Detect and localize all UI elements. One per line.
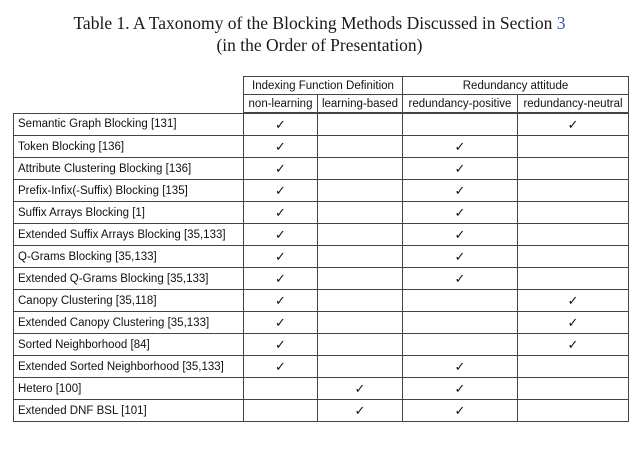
table-row bbox=[14, 312, 629, 334]
empty-cell-learning-based bbox=[318, 356, 403, 378]
empty-cell-redundancy-positive bbox=[403, 312, 518, 334]
method-name-cell: Sorted Neighborhood [84] bbox=[14, 334, 244, 356]
empty-cell-learning-based bbox=[318, 158, 403, 180]
column-header-redundancy-neutral: redundancy-neutral bbox=[518, 95, 629, 114]
checkmark-icon-redundancy-positive: ✓ bbox=[403, 378, 518, 400]
empty-cell-redundancy-neutral bbox=[518, 356, 629, 378]
checkmark-icon-redundancy-positive: ✓ bbox=[403, 136, 518, 158]
corner-cell bbox=[14, 77, 244, 114]
checkmark-icon-non-learning: ✓ bbox=[244, 158, 318, 180]
checkmark-icon-non-learning: ✓ bbox=[244, 356, 318, 378]
empty-cell-redundancy-neutral bbox=[518, 400, 629, 422]
empty-cell-redundancy-positive bbox=[403, 113, 518, 136]
checkmark-icon-redundancy-positive: ✓ bbox=[403, 400, 518, 422]
checkmark-icon-non-learning: ✓ bbox=[244, 113, 318, 136]
caption-title: Table 1. A Taxonomy of the Blocking Methods Discussed in Section bbox=[73, 13, 557, 33]
method-name-cell: Hetero [100] bbox=[14, 378, 244, 400]
empty-cell-redundancy-neutral bbox=[518, 246, 629, 268]
checkmark-icon-non-learning: ✓ bbox=[244, 202, 318, 224]
group-header-row bbox=[14, 77, 629, 95]
empty-cell-redundancy-neutral bbox=[518, 158, 629, 180]
method-name-cell: Canopy Clustering [35,118] bbox=[14, 290, 244, 312]
method-name-cell: Suffix Arrays Blocking [1] bbox=[14, 202, 244, 224]
table-row bbox=[14, 180, 629, 202]
table-row bbox=[14, 246, 629, 268]
checkmark-icon-non-learning: ✓ bbox=[244, 136, 318, 158]
table-row bbox=[14, 268, 629, 290]
empty-cell-learning-based bbox=[318, 113, 403, 136]
caption-line-1 bbox=[0, 12, 639, 34]
checkmark-icon-learning-based: ✓ bbox=[318, 378, 403, 400]
empty-cell-redundancy-neutral bbox=[518, 224, 629, 246]
checkmark-icon-non-learning: ✓ bbox=[244, 334, 318, 356]
section-reference-link[interactable]: 3 bbox=[556, 13, 566, 33]
method-name-cell: Extended DNF BSL [101] bbox=[14, 400, 244, 422]
table-row bbox=[14, 334, 629, 356]
empty-cell-learning-based bbox=[318, 290, 403, 312]
table-row bbox=[14, 356, 629, 378]
column-header-redundancy-positive: redundancy-positive bbox=[403, 95, 518, 114]
checkmark-icon-learning-based: ✓ bbox=[318, 400, 403, 422]
group-header-indexing: Indexing Function Definition bbox=[244, 77, 403, 95]
empty-cell-redundancy-positive bbox=[403, 334, 518, 356]
group-header-redundancy: Redundancy attitude bbox=[403, 77, 629, 95]
checkmark-icon-redundancy-positive: ✓ bbox=[403, 224, 518, 246]
checkmark-icon-redundancy-neutral: ✓ bbox=[518, 113, 629, 136]
table-body bbox=[14, 113, 629, 422]
empty-cell-redundancy-neutral bbox=[518, 180, 629, 202]
empty-cell-learning-based bbox=[318, 268, 403, 290]
empty-cell-redundancy-positive bbox=[403, 290, 518, 312]
empty-cell-learning-based bbox=[318, 312, 403, 334]
table-row bbox=[14, 290, 629, 312]
table-row bbox=[14, 378, 629, 400]
empty-cell-redundancy-neutral bbox=[518, 378, 629, 400]
checkmark-icon-redundancy-positive: ✓ bbox=[403, 180, 518, 202]
method-name-cell: Extended Sorted Neighborhood [35,133] bbox=[14, 356, 244, 378]
table-row bbox=[14, 158, 629, 180]
checkmark-icon-redundancy-neutral: ✓ bbox=[518, 290, 629, 312]
checkmark-icon-redundancy-positive: ✓ bbox=[403, 246, 518, 268]
taxonomy-table bbox=[13, 76, 629, 422]
table-row bbox=[14, 224, 629, 246]
column-header-learning-based: learning-based bbox=[318, 95, 403, 114]
empty-cell-learning-based bbox=[318, 246, 403, 268]
empty-cell-learning-based bbox=[318, 180, 403, 202]
table-row bbox=[14, 113, 629, 136]
checkmark-icon-non-learning: ✓ bbox=[244, 180, 318, 202]
table-caption bbox=[0, 12, 639, 56]
checkmark-icon-redundancy-positive: ✓ bbox=[403, 158, 518, 180]
method-name-cell: Attribute Clustering Blocking [136] bbox=[14, 158, 244, 180]
method-name-cell: Prefix-Infix(-Suffix) Blocking [135] bbox=[14, 180, 244, 202]
empty-cell-learning-based bbox=[318, 136, 403, 158]
method-name-cell: Semantic Graph Blocking [131] bbox=[14, 113, 244, 136]
checkmark-icon-non-learning: ✓ bbox=[244, 268, 318, 290]
empty-cell-non-learning bbox=[244, 378, 318, 400]
checkmark-icon-redundancy-positive: ✓ bbox=[403, 202, 518, 224]
checkmark-icon-redundancy-positive: ✓ bbox=[403, 268, 518, 290]
table-row bbox=[14, 136, 629, 158]
checkmark-icon-redundancy-neutral: ✓ bbox=[518, 334, 629, 356]
checkmark-icon-non-learning: ✓ bbox=[244, 224, 318, 246]
checkmark-icon-non-learning: ✓ bbox=[244, 290, 318, 312]
table-row bbox=[14, 400, 629, 422]
checkmark-icon-non-learning: ✓ bbox=[244, 246, 318, 268]
method-name-cell: Extended Q-Grams Blocking [35,133] bbox=[14, 268, 244, 290]
empty-cell-learning-based bbox=[318, 334, 403, 356]
empty-cell-redundancy-neutral bbox=[518, 202, 629, 224]
checkmark-icon-non-learning: ✓ bbox=[244, 312, 318, 334]
method-name-cell: Token Blocking [136] bbox=[14, 136, 244, 158]
empty-cell-learning-based bbox=[318, 202, 403, 224]
method-name-cell: Extended Canopy Clustering [35,133] bbox=[14, 312, 244, 334]
table-row bbox=[14, 202, 629, 224]
column-header-non-learning: non-learning bbox=[244, 95, 318, 114]
empty-cell-redundancy-neutral bbox=[518, 136, 629, 158]
empty-cell-learning-based bbox=[318, 224, 403, 246]
method-name-cell: Q-Grams Blocking [35,133] bbox=[14, 246, 244, 268]
caption-line-2: (in the Order of Presentation) bbox=[216, 35, 423, 55]
method-name-cell: Extended Suffix Arrays Blocking [35,133] bbox=[14, 224, 244, 246]
empty-cell-redundancy-neutral bbox=[518, 268, 629, 290]
checkmark-icon-redundancy-neutral: ✓ bbox=[518, 312, 629, 334]
checkmark-icon-redundancy-positive: ✓ bbox=[403, 356, 518, 378]
empty-cell-non-learning bbox=[244, 400, 318, 422]
